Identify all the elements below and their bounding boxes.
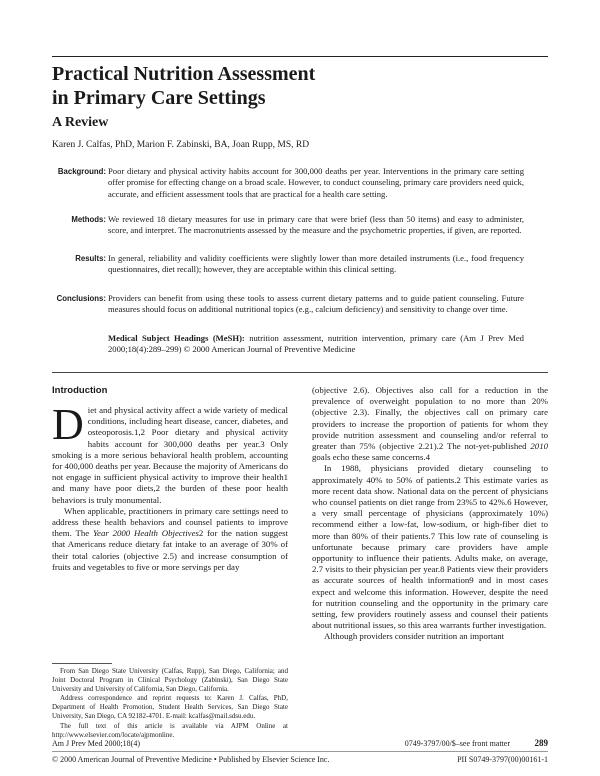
paragraph-text: (objective 2.6). Objectives also call for a reduction in the prevalence of overweight population to no more than 20% (objective 2.3). Finally, the objectives call on primary care providers to increase the proportion of patients for whom they provide nutrition assessment and counseling and/or referral to greater than 75% (objective 2.21).2 The not-yet-published	[312, 385, 548, 452]
right-column	[312, 385, 548, 643]
abstract-results	[52, 253, 548, 287]
abstract-text: In general, reliability and validity coefficients were slightly lower than more detailed instruments (i.e., food frequency questionnaires, diet recall); however, they are acceptable within this clinical setting.	[108, 253, 524, 275]
abstract-methods	[52, 214, 548, 248]
footnote-rule	[52, 663, 112, 664]
introduction-heading: Introduction	[52, 385, 108, 396]
mesh-label: Medical Subject Headings (MeSH):	[108, 333, 245, 343]
pii: PII S0749-3797(00)00161-1	[457, 755, 548, 764]
author-list: Karen J. Calfas, PhD, Marion F. Zabinski, BA, Joan Rupp, MS, RD	[52, 140, 310, 150]
drop-cap: D	[52, 400, 84, 449]
intro-paragraph-2	[52, 506, 288, 573]
abstract-conclusions	[52, 293, 548, 327]
issn: 0749-3797/00/$–see front matter	[404, 739, 510, 748]
footnote-online: The full text of this article is available via AJPM Online at http://www.elsevier.com/locate/ajpmonline.	[52, 721, 288, 739]
body-paragraph-2: In 1988, physicians provided dietary counseling to approximately 40% to 50% of patients.2 This estimate varies as more recent data show. National data on the percent of physicians who counsel patients on diet range from 23%5 to 42%.6 However, a very small percentage of physicians (approximately 10%) recommend either a low-fat, low-sodium, or high-fiber diet to more than 80% of their patients.7 This low rate of counseling is unfortunate because primary care providers have ample opportunity to influence their patients. Adults make, on average, 2.7 visits to their physician per year.8 Patients view their providers as accurate sources of health information9 and in most cases expect and welcome this information. However, despite the need for nutrition counseling and the opportunity in the primary care setting, few providers routinely assess and counsel their patients about nutritional issues, so this area warrants further investigation.	[312, 463, 548, 631]
article-subtitle: A Review	[52, 115, 109, 130]
abstract-divider	[52, 372, 548, 373]
copyright: © 2000 American Journal of Preventive Medicine • Published by Elsevier Science Inc.	[52, 755, 330, 764]
footnote-correspondence: Address correspondence and reprint requests to: Karen J. Calfas, PhD, Department of Health Promotion, Student Health Services, San Diego State University, San Diego, CA 92182-4701. E-mail: kcalfas@mail.sdsu.edu.	[52, 694, 288, 720]
article-title	[52, 62, 532, 110]
paragraph-text: goals echo these same concerns.4	[312, 452, 430, 463]
top-rule	[52, 56, 548, 57]
mesh-text: nutrition assessment, nutrition intervention, primary care (Am J Prev Med 2000;18(4):289–299) © 2000 American Journal of Preventive Medicine	[108, 333, 524, 355]
abstract-label: Results:	[75, 254, 106, 263]
abstract-label: Background:	[57, 167, 106, 176]
footnotes	[52, 667, 288, 740]
left-column	[52, 400, 288, 573]
mesh-keywords	[108, 333, 524, 356]
footnote-affiliation: From San Diego State University (Calfas, Rupp), San Diego, California; and Joint Doctoral Program in Clinical Psychology (Zabinski), San Diego State University and University of California, San Diego, California.	[52, 667, 288, 693]
paragraph-text: When applicable, practitioners in primary care settings need to address these health behaviors and counsel patients to improve them. The	[52, 505, 288, 539]
abstract-text: We reviewed 18 dietary measures for use in primary care that were brief (less than 50 items) and easy to administer, score, and interpret. The macronutrients assessed by the measure and the psychometric properties, if given, are reported.	[108, 214, 524, 236]
goals-year: 2010	[530, 441, 548, 452]
paragraph-text: iet and physical activity affect a wide variety of medical conditions, including heart disease, cancer, diabetes, and osteoporosis.1,2 Poor dietary and physical activity habits account for 300,000 deaths per year.3 Only smoking is a more serious behavioral health problem, accounting for 400,000 deaths per year. Because the majority of Americans do not engage in sufficient physical activity to improve their health1 and many have poor diets,2 the burden of these poor health behaviors is truly monumental.	[52, 405, 288, 505]
abstract-label: Conclusions:	[56, 294, 106, 303]
abstract-label: Methods:	[71, 215, 106, 224]
title-line-1: Practical Nutrition Assessment	[52, 63, 316, 85]
abstract-text: Providers can benefit from using these tools to assess current dietary patterns and to guide patient counseling. Future measures should focus on additional nutritional topics (e.g., calcium deficiency) and sensitivity to change over time.	[108, 293, 524, 315]
footer-divider	[52, 751, 548, 752]
journal-reference: Am J Prev Med 2000;18(4)	[52, 739, 140, 748]
intro-paragraph-1	[52, 400, 288, 506]
body-paragraph-3: Although providers consider nutrition an important	[324, 631, 505, 642]
body-paragraph-1	[312, 385, 548, 463]
abstract-background	[52, 166, 548, 212]
title-line-2: in Primary Care Settings	[52, 87, 266, 109]
objectives-title: Year 2000 Health Objectives	[92, 528, 199, 539]
abstract-text: Poor dietary and physical activity habits account for 300,000 deaths per year. Interventions in the primary care setting offer promise for effecting change on a broad scale. However, to conduct counseling, primary care providers need quick, accurate, and efficient assessment tools that are practical for a health care setting.	[108, 166, 524, 199]
page-number: 289	[534, 738, 548, 748]
paragraph-text: 2 for the nation suggest that Americans reduce dietary fat intake to an average of 30% of their total calories (objective 2.5) and increase consumption of fruits and vegetables to five or more servings per day	[52, 528, 288, 572]
